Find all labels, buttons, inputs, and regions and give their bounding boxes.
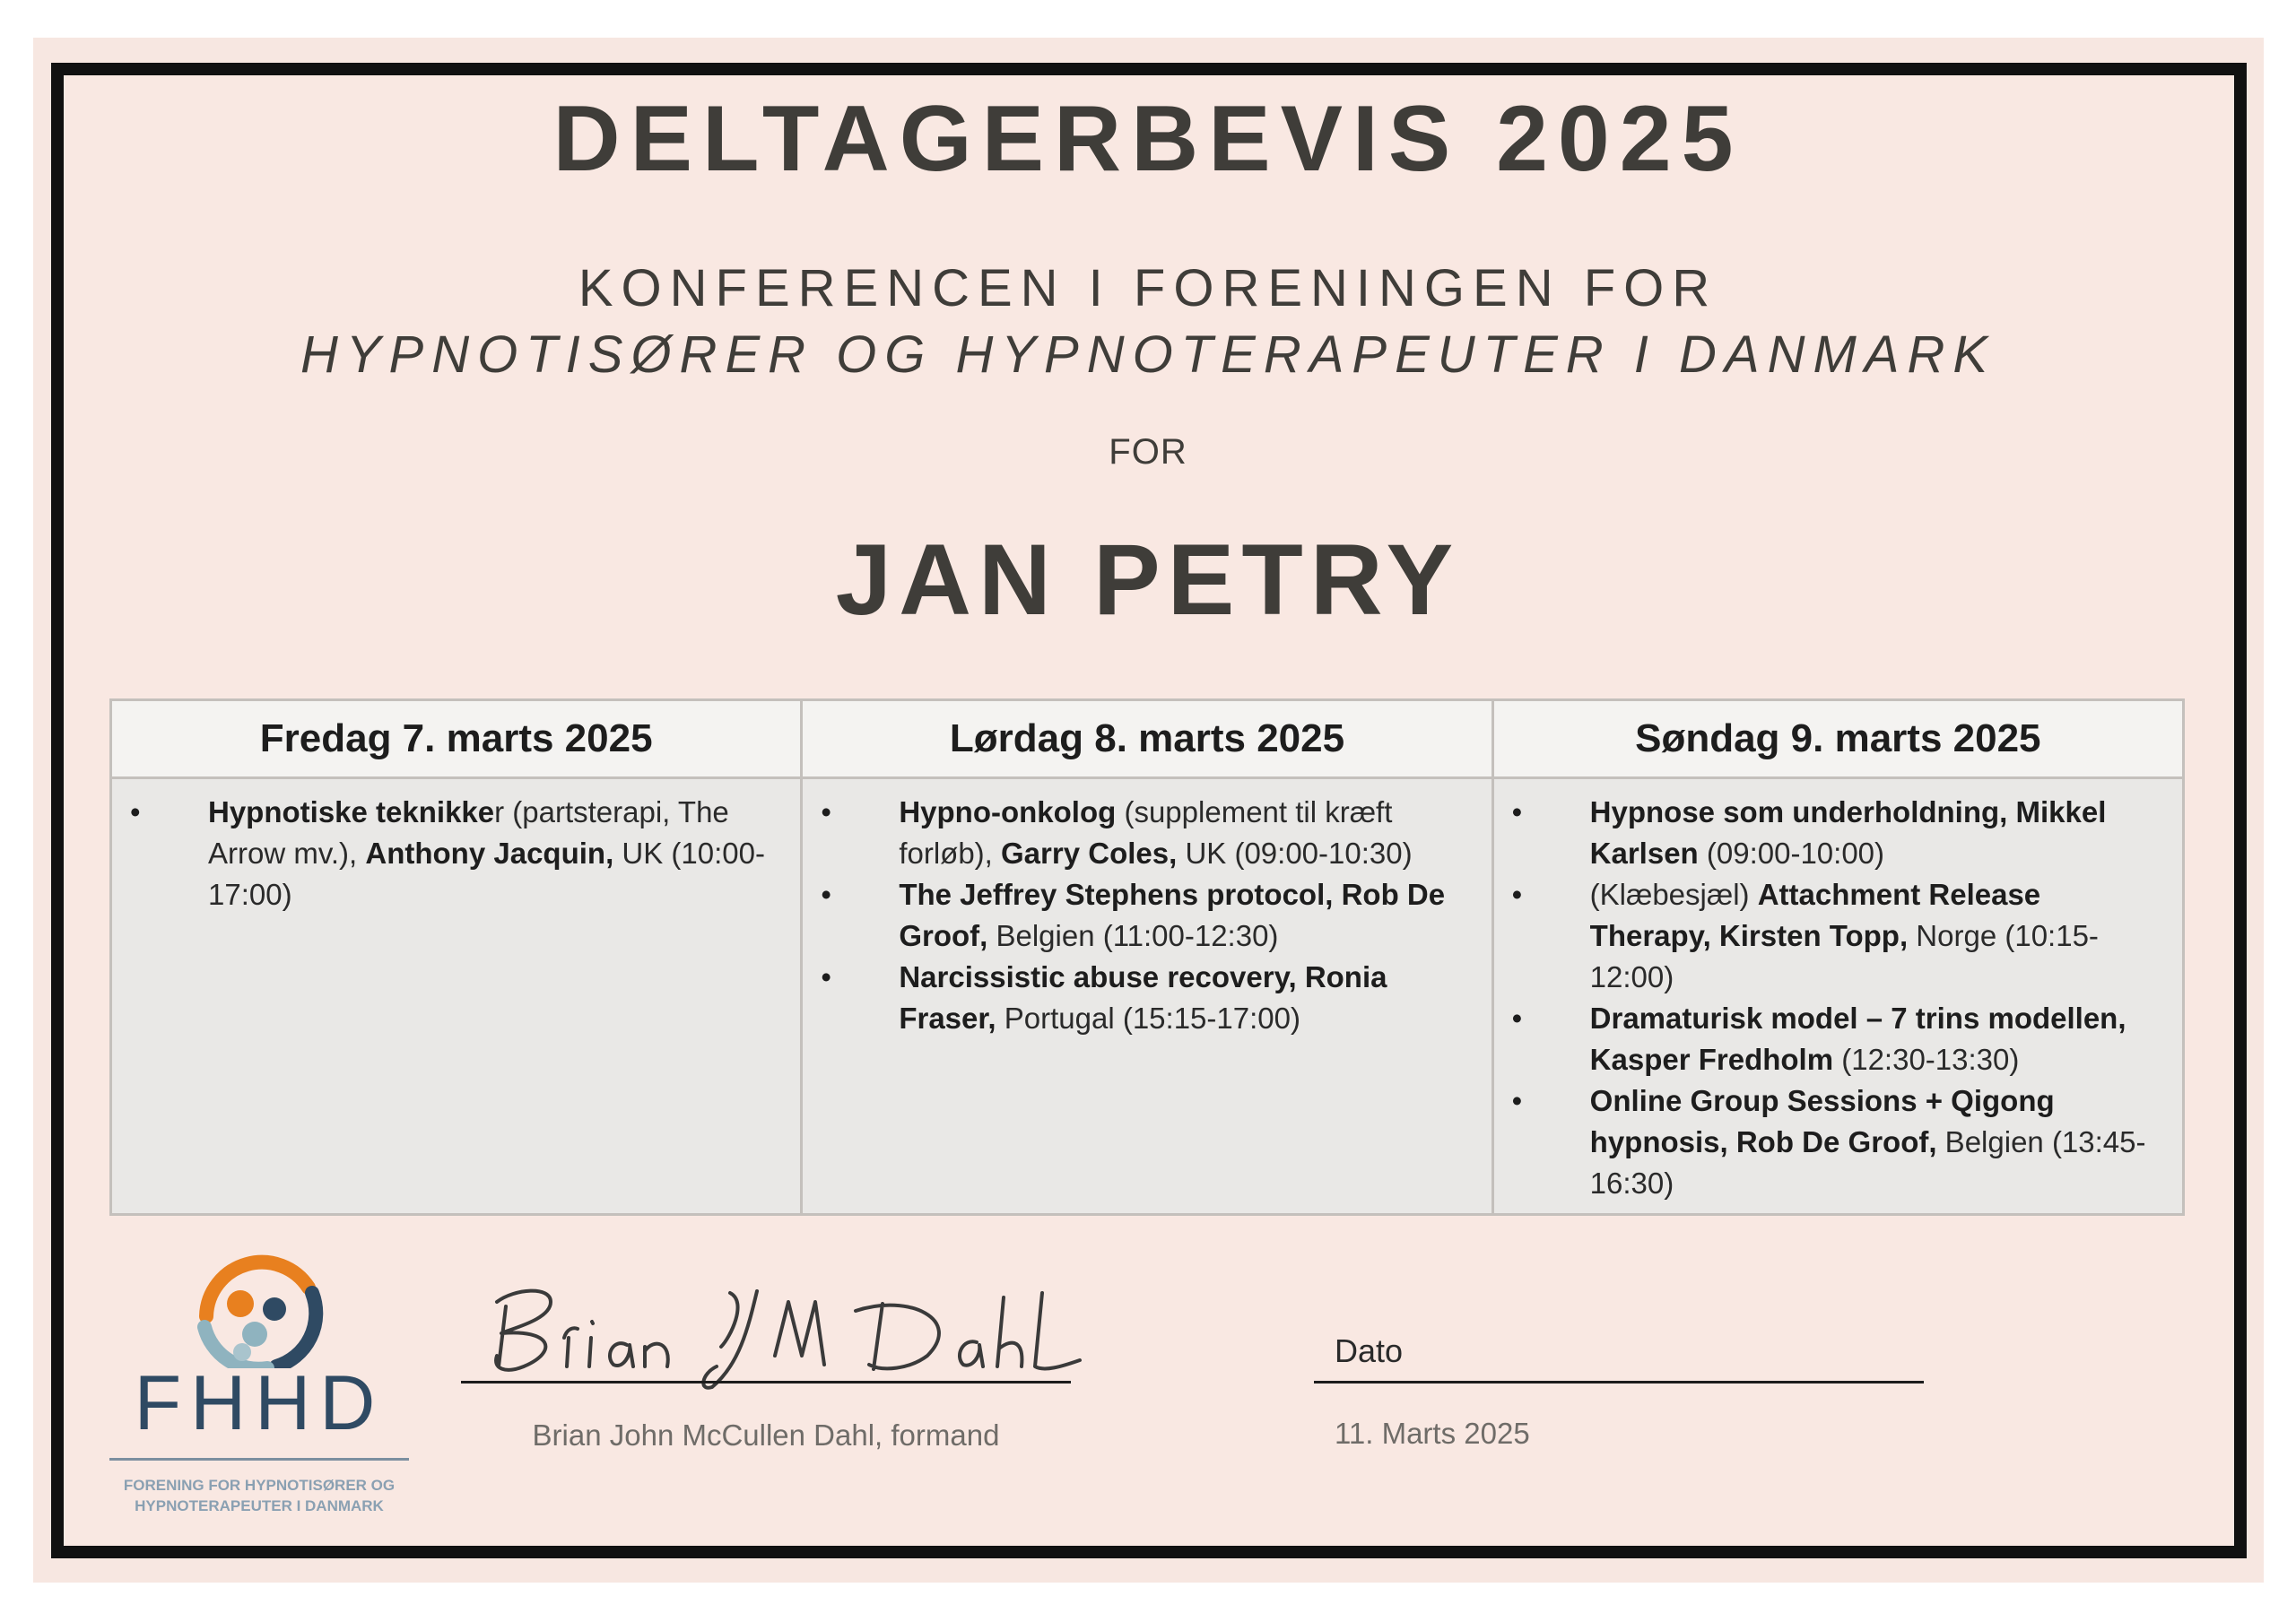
participant-name: JAN PETRY bbox=[835, 524, 1461, 636]
session-item: • Narcissistic abuse recovery, Ronia Fraser, Portugal (15:15-17:00) bbox=[821, 957, 1473, 1039]
session-list-saturday bbox=[821, 792, 1473, 1039]
session-item: • Hypno-onkolog (supplement til kræft forløb), Garry Coles, UK (09:00-10:30) bbox=[821, 792, 1473, 874]
logo-divider bbox=[109, 1458, 409, 1461]
signature-line bbox=[461, 1381, 1071, 1383]
logo-caption: FORENING FOR HYPNOTISØRER OG HYPNOTERAPEUTER I DANMARK bbox=[123, 1477, 396, 1514]
date-value: 11. Marts 2025 bbox=[1335, 1417, 1530, 1450]
logo-wordmark: FHHD bbox=[134, 1360, 385, 1446]
day-cell-saturday bbox=[802, 778, 1492, 1215]
signatory-name: Brian John McCullen Dahl, formand bbox=[532, 1418, 1000, 1452]
date-line bbox=[1314, 1381, 1924, 1383]
day-cell-sunday bbox=[1492, 778, 2183, 1215]
fhhd-emblem-icon bbox=[109, 1252, 409, 1368]
handwritten-signature bbox=[461, 1266, 1116, 1399]
date-label: Dato bbox=[1335, 1332, 1404, 1369]
session-list-friday bbox=[130, 792, 782, 915]
fhhd-logo bbox=[109, 1252, 409, 1521]
session-item: • (Klæbesjæl) Attachment Release Therapy, Kirsten Topp, Norge (10:15-12:00) bbox=[1512, 874, 2164, 998]
schedule-content-row bbox=[111, 778, 2184, 1215]
session-item: • The Jeffrey Stephens protocol, Rob De Groof, Belgien (11:00-12:30) bbox=[821, 874, 1473, 957]
schedule-header-row bbox=[111, 700, 2184, 778]
day-cell-friday bbox=[111, 778, 802, 1215]
for-label: FOR bbox=[1109, 432, 1187, 472]
session-item: • Hypnose som underholdning, Mikkel Karlsen (09:00-10:00) bbox=[1512, 792, 2164, 874]
certificate-title: DELTAGERBEVIS 2025 bbox=[552, 87, 1744, 191]
conference-subtitle-line2: HYPNOTISØRER OG HYPNOTERAPEUTER I DANMARK bbox=[300, 325, 1996, 384]
conference-subtitle-line1: KONFERENCEN I FORENINGEN FOR bbox=[578, 259, 1718, 317]
day-heading-sunday: Søndag 9. marts 2025 bbox=[1492, 700, 2183, 778]
day-heading-saturday: Lørdag 8. marts 2025 bbox=[802, 700, 1492, 778]
day-heading-friday: Fredag 7. marts 2025 bbox=[111, 700, 802, 778]
session-item: • Dramaturisk model – 7 trins modellen, Kasper Fredholm (12:30-13:30) bbox=[1512, 998, 2164, 1080]
session-item: • Online Group Sessions + Qigong hypnosis, Rob De Groof, Belgien (13:45-16:30) bbox=[1512, 1080, 2164, 1204]
schedule-table bbox=[109, 698, 2185, 1216]
session-list-sunday bbox=[1512, 792, 2164, 1204]
session-item: • Hypnotiske teknikker (partsterapi, The Arrow mv.), Anthony Jacquin, UK (10:00-17:00) bbox=[130, 792, 782, 915]
